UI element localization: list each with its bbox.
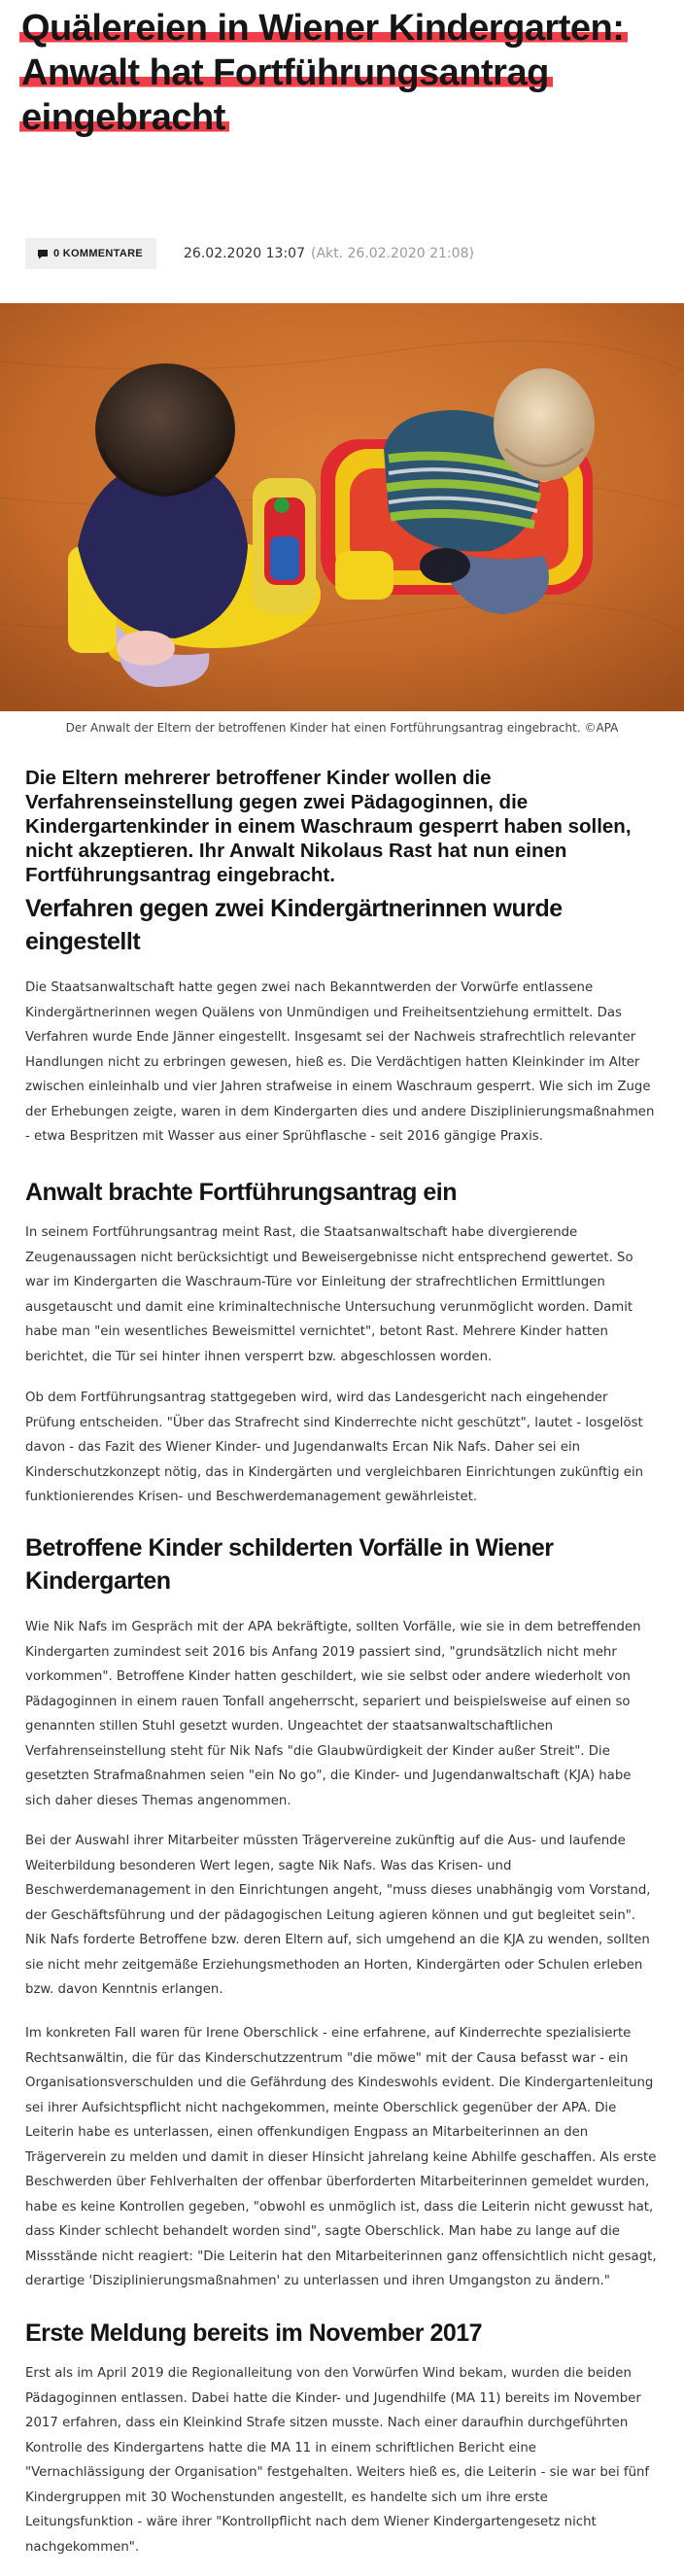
body-paragraph: Im konkreten Fall waren für Irene Oberschlick - eine erfahrene, auf Kinderrechte spezialisierte Rechtsanwältin, die für das Kinderschutzzentrum "die möwe" mit der Causa befasst war - ein Organisationsverschulden und die Gefährdung des Kindeswohls evident. Die Kindergartenleitung sei ihrer Aufsichtspflicht nicht nachgekommen, meinte Oberschlick gegenüber der APA. Die Leiterin habe es unterlassen, einen offenkundigen Engpass an Mitarbeiterinnen an den Trägerverein zu melden und damit in dieser Hinsicht jahrelang keine Abhilfe geschaffen. Als erste Beschwerden über Fehlverhalten der offenbar überforderten Mitarbeiterinnen gemeldet wurden, habe es keine Kontrollen gegeben, "obwohl es unmöglich ist, dass die Leiterin nicht gewusst hat, dass Kinder schlecht behandelt worden sind", sagte Oberschlick. Man habe zu lange auf die Missstände nicht reagiert: "Die Leiterin hat den Mitarbeiterinnen ganz offensichtlich nicht gesagt, derartige 'Disziplinierungsmaßnahmen' zu unterlassen und ihren Umgangston zu ändern." (25, 2026, 657, 2288)
update-date: (Akt. 26.02.2020 21:08) (310, 246, 474, 261)
body-paragraph: Ob dem Fortführungsantrag stattgegeben wird, wird das Landesgericht nach eingehender Prüfung entscheiden. "Über das Strafrecht sind Kinderrechte nicht geschützt", lautet - losgelöst davon - das Fazit des Wiener Kinder- und Jugendanwalts Ercan Nik Nafs. Daher sei ein Kinderschutzkonzept nötig, das in Kindergärten und vergleichbaren Einrichtungen zukünftig ein funktionierendes Krisen- und Beschwerdemanagement gewährleistet. (25, 1391, 644, 1504)
publish-date: 26.02.2020 13:07 (184, 246, 305, 261)
section-heading: Erste Meldung bereits im November 2017 (25, 2319, 483, 2347)
section-heading: Betroffene Kinder schilderten Vorfälle in Wiener Kindergarten (25, 1534, 554, 1595)
article-photo (0, 303, 684, 711)
body-paragraph: In seinem Fortführungsantrag meint Rast, die Staatsanwaltschaft habe divergierende Zeugenaussagen nicht berücksichtigt und Beweisergebnisse nicht entsprechend gewertet. So war im Kindergarten die Waschraum-Türe vor Einleitung der strafrechtlichen Ermittlungen ausgetauscht und damit eine kriminaltechnische Untersuchung verunmöglicht worden. Damit habe man "ein wesentliches Beweismittel vernichtet", betont Rast. Mehrere Kinder hatten berichtet, die Tür sei hinter ihnen versperrt bzw. abgeschlossen worden. (25, 1225, 633, 1364)
comments-label: 0 KOMMENTARE (53, 248, 144, 259)
article-meta (25, 237, 474, 270)
article-lead: Die Eltern mehrerer betroffener Kinder wollen die Verfahrenseinstellung gegen zwei Pädagoginnen, die Kindergartenkinder in einem Waschraum gesperrt haben sollen, nicht akzeptieren. Ihr Anwalt Nikolaus Rast hat nun einen Fortführungsantrag eingebracht. (25, 767, 632, 886)
body-paragraph: Bei der Auswahl ihrer Mitarbeiter müssten Trägervereine zukünftig auf die Aus- und laufende Weiterbildung besonderen Wert legen, sagte Nik Nafs. Was das Krisen- und Beschwerdemanagement in den Einrichtungen angeht, "muss dieses unabhängig vom Vorstand, der Geschäftsführung und der pädagogischen Leitung agieren können und gut begleitet sein". Nik Nafs forderte Betroffene bzw. deren Eltern auf, sich umgehend an die KJA zu wenden, sollten sie nicht mehr zeitgemäße Erziehungsmethoden an Horten, Kindergärten oder Schulen erleben bzw. davon Kenntnis erlangen. (25, 1834, 651, 1997)
children-on-ride-on-toys-image (0, 303, 684, 711)
image-caption: Der Anwalt der Eltern der betroffenen Kinder hat einen Fortführungsantrag eingebracht. ©APA (65, 721, 619, 735)
article-headline: Quälereien in Wiener Kindergarten: Anwalt hat Fortführungsantrag eingebracht (19, 6, 641, 140)
body-paragraph: Erst als im April 2019 die Regionalleitung von den Vorwürfen Wind bekam, wurden die beiden Pädagoginnen entlassen. Dabei hatte die Kinder- und Jugendhilfe (MA 11) bereits im November 2017 erfahren, dass ein Kleinkind Strafe sitzen musste. Nach einer daraufhin durchgeführten Kontrolle des Kindergartens hatte die MA 11 in einem schriftlichen Bericht eine "Vernachlässigung der Organisation" festgehalten. Weiters hieß es, die Leiterin - sie war bei fünf Kindergruppen mit 30 Wochenstunden angestellt, es handelte sich um ihre erste Leitungsfunktion - wäre ihrer "Kontrollpflicht nach dem Wiener Kindergartengesetz nicht nachgekommen". (25, 2366, 650, 2555)
body-paragraph: Wie Nik Nafs im Gespräch mit der APA bekräftigte, sollten Vorfälle, wie sie in dem betreffenden Kindergarten zumindest seit 2016 bis Anfang 2019 passiert sind, "grundsätzlich nicht mehr vorkommen". Betroffene Kinder hatten geschildert, wie sie selbst oder andere wiederholt von Pädagoginnen in einem rauen Tonfall angeherrscht, separiert und beispielsweise auf einen so genannten stillen Stuhl gesetzt wurden. Ungeachtet der staatsanwaltschaftlichen Verfahrenseinstellung steht für Nik Nafs "die Glaubwürdigkeit der Kinder außer Streit". Die gesetzten Strafmaßnahmen seien "ein No go", die Kinder- und Jugendanwaltschaft (KJA) habe sich daher dieses Themas angenommen. (25, 1620, 641, 1808)
body-paragraph: Die Staatsanwaltschaft hatte gegen zwei nach Bekanntwerden der Vorwürfe entlassene Kindergärtnerinnen wegen Quälens von Unmündigen und Freiheitsentziehung ermittelt. Das Verfahren wurde Ende Jänner eingestellt. Insgesamt sei der Nachweis strafrechtlich relevanter Handlungen nicht zu erbringen gewesen, hieß es. Die Verdächtigen hatten Kleinkinder im Alter zwischen einleinhalb und vier Jahren strafweise in einem Waschraum gesperrt. Wie sich im Zuge der Erhebungen zeigte, waren in dem Kindergarten dies und andere Disziplinierungsmaßnahmen - etwa Bespritzen mit Wasser aus einer Sprühflasche - seit 2016 gängige Praxis. (25, 980, 655, 1144)
section-heading: Anwalt brachte Fortführungsantrag ein (25, 1179, 458, 1206)
comment-icon (37, 249, 49, 259)
comments-button[interactable] (25, 238, 156, 269)
section-heading: Verfahren gegen zwei Kindergärtnerinnen wurde eingestellt (25, 895, 563, 955)
